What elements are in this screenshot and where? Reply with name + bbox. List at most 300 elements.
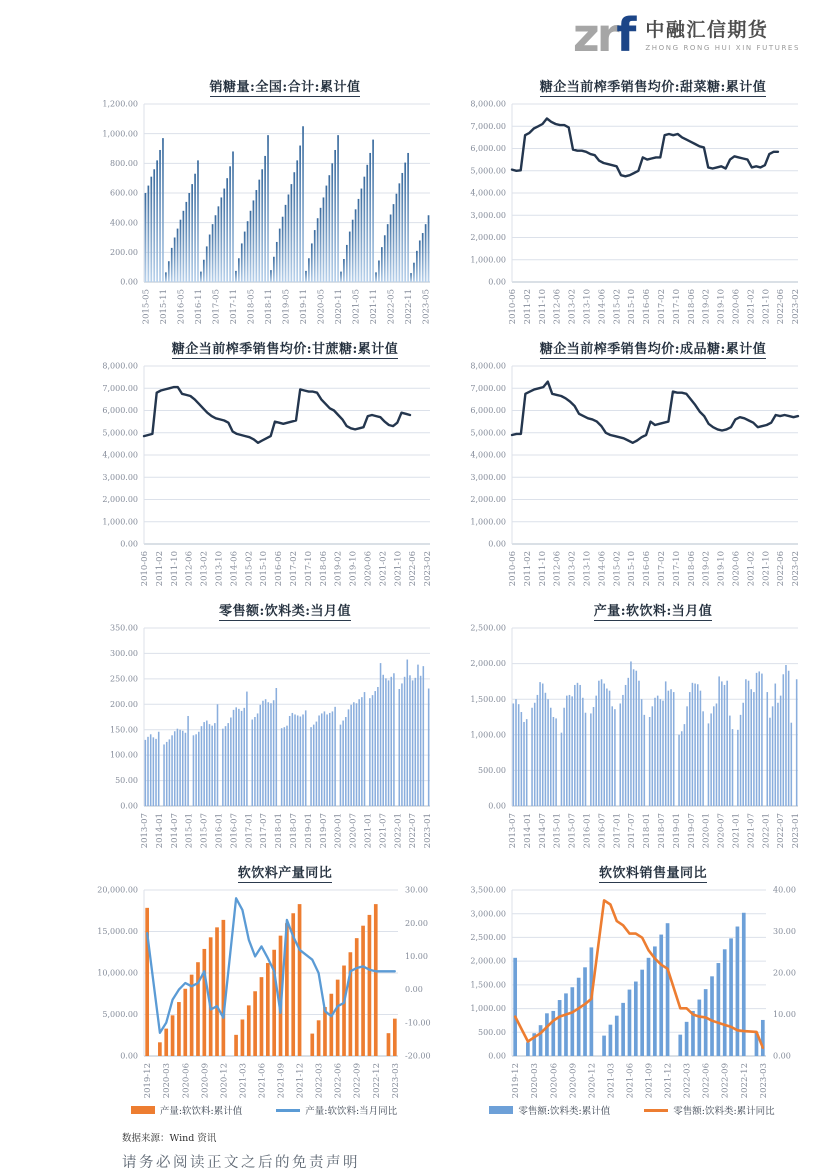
svg-text:2022-03: 2022-03: [314, 1063, 325, 1099]
chart-title-text: 软饮料产量同比: [237, 866, 333, 881]
chart-title: [86, 76, 442, 96]
svg-text:2022-09: 2022-09: [720, 1063, 731, 1099]
bars: [145, 126, 430, 282]
svg-text:2011-10: 2011-10: [169, 551, 180, 587]
svg-text:2022-06: 2022-06: [701, 1063, 712, 1099]
svg-text:2022-07: 2022-07: [776, 813, 787, 849]
svg-text:2018-01: 2018-01: [642, 813, 653, 849]
svg-text:2011-10: 2011-10: [537, 551, 548, 587]
svg-text:2022-06: 2022-06: [776, 289, 787, 325]
svg-text:2020-03: 2020-03: [530, 1063, 541, 1099]
svg-text:4,000.00: 4,000.00: [470, 450, 506, 460]
svg-text:2016-06: 2016-06: [642, 551, 653, 587]
svg-text:2016-01: 2016-01: [582, 813, 593, 849]
svg-text:0.00: 0.00: [120, 539, 138, 549]
svg-text:2022-06: 2022-06: [333, 1063, 344, 1099]
page-footer: [122, 1130, 826, 1172]
svg-text:10.00: 10.00: [405, 952, 428, 961]
legend-label: 产量:软饮料:累计值: [159, 1106, 243, 1117]
svg-text:3,000.00: 3,000.00: [470, 472, 506, 482]
svg-text:200.00: 200.00: [110, 247, 138, 257]
svg-text:2016-06: 2016-06: [642, 289, 653, 325]
svg-text:2020-06: 2020-06: [731, 551, 742, 587]
svg-text:0.00: 0.00: [120, 1051, 138, 1061]
svg-text:4,000.00: 4,000.00: [470, 188, 506, 198]
svg-text:2019-07: 2019-07: [686, 813, 697, 849]
svg-text:2013-02: 2013-02: [199, 551, 210, 587]
svg-text:2021-12: 2021-12: [295, 1063, 306, 1099]
svg-text:2017-02: 2017-02: [289, 551, 300, 587]
svg-text:8,000.00: 8,000.00: [470, 99, 506, 109]
svg-text:2,000.00: 2,000.00: [470, 233, 506, 243]
svg-text:2019-11: 2019-11: [299, 289, 310, 325]
svg-text:400.00: 400.00: [110, 218, 138, 228]
y-axis-right-labels: [405, 886, 431, 1061]
svg-text:2023-02: 2023-02: [791, 551, 802, 587]
svg-text:2015-01: 2015-01: [184, 813, 195, 849]
x-axis-labels: [508, 813, 801, 848]
svg-text:2020-05: 2020-05: [316, 289, 327, 325]
svg-text:2017-07: 2017-07: [259, 813, 270, 849]
chart-title: [454, 338, 810, 358]
svg-text:2011-02: 2011-02: [154, 551, 165, 587]
chart-beet-sugar-avg-price: [454, 76, 810, 334]
disclaimer-text: 请务必阅读正文之后的免责声明: [122, 1155, 360, 1171]
svg-text:2022-03: 2022-03: [682, 1063, 693, 1099]
chart-title: [86, 600, 442, 620]
gridlines: [512, 366, 798, 522]
svg-text:20.00: 20.00: [773, 968, 796, 978]
svg-text:1,500.00: 1,500.00: [470, 980, 506, 990]
svg-text:7,000.00: 7,000.00: [102, 383, 138, 393]
svg-text:2016-07: 2016-07: [229, 813, 240, 849]
logo-zr-text: zr: [572, 8, 617, 62]
legend-bar-swatch: [131, 1106, 155, 1114]
zrf-logo-mark: [572, 8, 634, 62]
svg-text:0.00: 0.00: [120, 801, 138, 811]
svg-text:3,000.00: 3,000.00: [470, 909, 506, 919]
svg-text:2018-06: 2018-06: [318, 551, 329, 587]
x-axis-labels: [140, 813, 433, 848]
y-axis-labels: [102, 362, 138, 549]
svg-text:2019-02: 2019-02: [701, 289, 712, 325]
y-axis-labels: [470, 624, 506, 811]
svg-text:2014-07: 2014-07: [169, 813, 180, 849]
chart-title-text: 软饮料销售量同比: [598, 866, 707, 881]
svg-text:6,000.00: 6,000.00: [470, 144, 506, 154]
svg-text:4,000.00: 4,000.00: [102, 450, 138, 460]
svg-text:20,000.00: 20,000.00: [97, 885, 138, 895]
company-names: [645, 19, 800, 52]
svg-text:30.00: 30.00: [773, 927, 796, 937]
chart-soft-drink-sales-yoy: [454, 862, 810, 1120]
svg-text:1,000.00: 1,000.00: [470, 255, 506, 265]
svg-text:600.00: 600.00: [110, 188, 138, 198]
svg-text:2023-02: 2023-02: [423, 551, 434, 587]
page-header: [0, 0, 826, 76]
chart-sugar-sales-volume: [86, 76, 442, 334]
svg-text:2010-06: 2010-06: [140, 551, 150, 587]
svg-text:2019-10: 2019-10: [348, 551, 359, 587]
svg-text:2019-10: 2019-10: [716, 551, 727, 587]
svg-text:2017-02: 2017-02: [657, 551, 668, 587]
svg-text:2021-02: 2021-02: [378, 551, 389, 587]
svg-text:2015-07: 2015-07: [199, 813, 210, 849]
svg-text:2022-09: 2022-09: [352, 1063, 363, 1099]
svg-text:2019-07: 2019-07: [318, 813, 329, 849]
svg-text:2022-01: 2022-01: [761, 813, 772, 849]
y-axis-labels: [110, 624, 138, 811]
svg-text:350.00: 350.00: [110, 623, 138, 633]
chart-title-text: 产量:软饮料:当月值: [593, 604, 713, 619]
svg-text:2015-07: 2015-07: [567, 813, 578, 849]
svg-text:2018-11: 2018-11: [264, 289, 275, 325]
svg-text:2018-05: 2018-05: [246, 289, 257, 325]
chart-legend: [454, 1100, 810, 1120]
svg-text:2016-11: 2016-11: [193, 289, 204, 325]
svg-text:2021-11: 2021-11: [369, 289, 380, 325]
svg-text:1,000.00: 1,000.00: [102, 129, 138, 139]
chart-title: [454, 862, 810, 882]
bars: [513, 661, 798, 806]
svg-text:2020-09: 2020-09: [568, 1063, 579, 1099]
svg-text:2023-01: 2023-01: [423, 813, 434, 849]
beet-sugar-price-canvas: [454, 96, 810, 334]
svg-text:2015-10: 2015-10: [259, 551, 270, 587]
svg-text:2011-02: 2011-02: [522, 551, 533, 587]
svg-text:2021-10: 2021-10: [393, 551, 404, 587]
svg-text:2015-02: 2015-02: [612, 289, 623, 325]
line-series: [144, 387, 410, 443]
x-axis-labels: [508, 289, 801, 324]
y-axis-labels: [470, 886, 506, 1061]
gridlines: [144, 890, 398, 1015]
company-name-cn: 中融汇信期货: [645, 18, 769, 41]
svg-text:2019-12: 2019-12: [511, 1063, 522, 1099]
svg-text:2021-07: 2021-07: [746, 813, 757, 849]
svg-text:2,000.00: 2,000.00: [470, 956, 506, 966]
svg-text:2022-12: 2022-12: [739, 1063, 750, 1099]
svg-text:1,000.00: 1,000.00: [102, 517, 138, 527]
svg-text:2020-09: 2020-09: [200, 1063, 211, 1099]
x-axis-labels: [508, 551, 801, 586]
svg-text:2016-07: 2016-07: [597, 813, 608, 849]
svg-text:2020-01: 2020-01: [333, 813, 344, 849]
svg-text:3,000.00: 3,000.00: [470, 210, 506, 220]
svg-text:2015-01: 2015-01: [552, 813, 563, 849]
svg-text:2023-03: 2023-03: [758, 1063, 769, 1099]
svg-text:0.00: 0.00: [405, 985, 423, 995]
svg-text:2020-07: 2020-07: [348, 813, 359, 849]
svg-text:2023-01: 2023-01: [791, 813, 802, 849]
svg-text:500.00: 500.00: [478, 766, 506, 775]
svg-text:2015-02: 2015-02: [612, 551, 623, 587]
chart-legend: [86, 1100, 442, 1120]
finished-sugar-price-canvas: [454, 358, 810, 596]
svg-text:2020-06: 2020-06: [731, 289, 742, 325]
svg-text:2022-11: 2022-11: [404, 289, 415, 325]
svg-text:1,000.00: 1,000.00: [470, 730, 506, 740]
svg-text:2013-10: 2013-10: [582, 551, 593, 587]
soft-drink-output-canvas: [454, 620, 810, 858]
legend-item: [131, 1103, 242, 1117]
company-logo: [572, 8, 800, 62]
svg-text:2021-06: 2021-06: [625, 1063, 636, 1099]
svg-text:2021-07: 2021-07: [378, 813, 389, 849]
chart-cane-sugar-avg-price: [86, 338, 442, 596]
svg-text:2018-07: 2018-07: [289, 813, 300, 849]
svg-text:2020-03: 2020-03: [162, 1063, 173, 1099]
svg-text:2,500.00: 2,500.00: [470, 933, 506, 943]
svg-text:2015-10: 2015-10: [627, 551, 638, 587]
svg-text:2017-07: 2017-07: [627, 813, 638, 849]
svg-text:2019-02: 2019-02: [701, 551, 712, 587]
chart-title-text: 销糖量:全国:合计:累计值: [209, 80, 361, 95]
svg-text:200.00: 200.00: [110, 699, 138, 709]
svg-text:2014-01: 2014-01: [522, 813, 533, 849]
legend-line-swatch: [644, 1109, 668, 1112]
svg-text:2021-02: 2021-02: [746, 289, 757, 325]
svg-text:2021-01: 2021-01: [731, 813, 742, 849]
svg-text:2010-06: 2010-06: [508, 289, 518, 325]
svg-text:2013-07: 2013-07: [508, 813, 518, 849]
svg-text:2021-05: 2021-05: [351, 289, 362, 325]
svg-text:2019-01: 2019-01: [671, 813, 682, 849]
svg-text:2022-07: 2022-07: [408, 813, 419, 849]
svg-text:0.00: 0.00: [488, 1051, 506, 1061]
legend-bar-swatch: [489, 1106, 513, 1114]
chart-soft-drink-output-monthly: [454, 600, 810, 858]
svg-text:2017-05: 2017-05: [211, 289, 222, 325]
svg-text:1,200.00: 1,200.00: [102, 99, 138, 109]
svg-text:5,000.00: 5,000.00: [102, 1010, 138, 1020]
svg-text:2020-07: 2020-07: [716, 813, 727, 849]
svg-text:2,000.00: 2,000.00: [470, 659, 506, 669]
svg-text:2014-06: 2014-06: [229, 551, 240, 587]
soft-drink-sales-yoy-canvas: [454, 882, 810, 1108]
svg-text:2013-10: 2013-10: [582, 289, 593, 325]
svg-text:-20.00: -20.00: [405, 1051, 431, 1061]
legend-item: [644, 1103, 774, 1117]
svg-text:2015-05: 2015-05: [141, 289, 152, 325]
svg-text:2011-02: 2011-02: [522, 289, 533, 325]
chart-finished-sugar-avg-price: [454, 338, 810, 596]
chart-grid: [0, 76, 826, 1120]
svg-text:2021-10: 2021-10: [761, 551, 772, 587]
svg-text:2022-06: 2022-06: [776, 551, 787, 587]
svg-text:2017-10: 2017-10: [303, 551, 314, 587]
y-axis-labels: [97, 886, 138, 1061]
svg-text:2022-12: 2022-12: [371, 1063, 382, 1099]
gridlines: [512, 104, 798, 260]
soft-drink-output-yoy-canvas: [86, 882, 442, 1108]
svg-text:10,000.00: 10,000.00: [97, 968, 138, 978]
y-axis-labels: [470, 362, 506, 549]
line-series: [512, 382, 798, 443]
svg-text:2013-07: 2013-07: [140, 813, 150, 849]
svg-text:2012-06: 2012-06: [552, 289, 563, 325]
svg-text:2020-06: 2020-06: [363, 551, 374, 587]
bars: [145, 904, 396, 1056]
svg-text:2017-10: 2017-10: [671, 289, 682, 325]
svg-text:800.00: 800.00: [110, 158, 138, 168]
legend-label: 零售额:饮料类:累计同比: [673, 1106, 775, 1117]
x-axis-labels: [141, 289, 431, 324]
svg-text:150.00: 150.00: [110, 725, 138, 735]
legend-label: 零售额:饮料类:累计值: [518, 1106, 611, 1117]
svg-text:5,000.00: 5,000.00: [470, 166, 506, 176]
svg-text:2013-10: 2013-10: [214, 551, 225, 587]
svg-text:2020-12: 2020-12: [219, 1063, 230, 1099]
svg-text:2,000.00: 2,000.00: [102, 495, 138, 505]
company-name-en: ZHONG RONG HUI XIN FUTURES: [645, 43, 800, 52]
svg-text:2020-06: 2020-06: [549, 1063, 560, 1099]
svg-text:0.00: 0.00: [120, 277, 138, 287]
y-axis-right-labels: [773, 886, 796, 1061]
svg-text:6,000.00: 6,000.00: [470, 406, 506, 416]
chart-beverage-retail-monthly: [86, 600, 442, 858]
svg-text:2023-03: 2023-03: [390, 1063, 401, 1099]
svg-text:2016-06: 2016-06: [274, 551, 285, 587]
gridlines: [512, 890, 766, 1032]
svg-text:2017-01: 2017-01: [612, 813, 623, 849]
svg-text:2021-10: 2021-10: [761, 289, 772, 325]
line-series: [512, 119, 778, 177]
svg-text:2021-01: 2021-01: [363, 813, 374, 849]
svg-text:2012-06: 2012-06: [184, 551, 195, 587]
svg-text:2018-01: 2018-01: [274, 813, 285, 849]
svg-text:2015-10: 2015-10: [627, 289, 638, 325]
legend-item: [489, 1103, 610, 1117]
svg-text:2011-10: 2011-10: [537, 289, 548, 325]
svg-text:1,000.00: 1,000.00: [470, 1004, 506, 1014]
chart-title: [454, 76, 810, 96]
svg-text:2017-02: 2017-02: [657, 289, 668, 325]
svg-text:2020-12: 2020-12: [587, 1063, 598, 1099]
svg-text:2019-02: 2019-02: [333, 551, 344, 587]
svg-text:2019-12: 2019-12: [143, 1063, 154, 1099]
svg-text:30.00: 30.00: [405, 885, 428, 895]
svg-text:1,000.00: 1,000.00: [470, 517, 506, 527]
svg-text:2023-05: 2023-05: [421, 289, 432, 325]
svg-text:2016-01: 2016-01: [214, 813, 225, 849]
chart-title-text: 糖企当前榨季销售均价:甜菜糖:累计值: [539, 80, 767, 95]
beverage-retail-canvas: [86, 620, 442, 858]
svg-text:5,000.00: 5,000.00: [102, 428, 138, 438]
y-axis-labels: [102, 100, 138, 287]
svg-text:2018-06: 2018-06: [686, 289, 697, 325]
svg-text:2018-06: 2018-06: [686, 551, 697, 587]
svg-text:0.00: 0.00: [488, 801, 506, 811]
svg-text:2014-07: 2014-07: [537, 813, 548, 849]
chart-soft-drink-output-yoy: [86, 862, 442, 1120]
svg-text:2014-06: 2014-06: [597, 289, 608, 325]
svg-text:2013-02: 2013-02: [567, 289, 578, 325]
svg-text:100.00: 100.00: [110, 750, 138, 760]
svg-text:2017-11: 2017-11: [229, 289, 240, 325]
svg-text:2020-11: 2020-11: [334, 289, 345, 325]
svg-text:0.00: 0.00: [488, 277, 506, 287]
svg-text:500.00: 500.00: [478, 1027, 506, 1037]
chart-title-text: 糖企当前榨季销售均价:甘蔗糖:累计值: [171, 342, 399, 357]
svg-text:7,000.00: 7,000.00: [470, 121, 506, 131]
svg-text:2019-01: 2019-01: [303, 813, 314, 849]
svg-text:15,000.00: 15,000.00: [97, 927, 138, 937]
svg-text:250.00: 250.00: [110, 674, 138, 684]
svg-text:7,000.00: 7,000.00: [470, 383, 506, 393]
svg-text:2,500.00: 2,500.00: [470, 623, 506, 633]
svg-text:2015-02: 2015-02: [244, 551, 255, 587]
svg-text:2019-05: 2019-05: [281, 289, 292, 325]
svg-text:2018-07: 2018-07: [657, 813, 668, 849]
svg-text:1,500.00: 1,500.00: [470, 694, 506, 704]
svg-text:2020-06: 2020-06: [181, 1063, 192, 1099]
svg-text:-10.00: -10.00: [405, 1018, 431, 1028]
bars: [145, 660, 430, 806]
svg-text:2017-10: 2017-10: [671, 551, 682, 587]
svg-text:2020-01: 2020-01: [701, 813, 712, 849]
x-axis-labels: [511, 1063, 769, 1098]
svg-text:0.00: 0.00: [773, 1051, 791, 1061]
svg-text:3,500.00: 3,500.00: [470, 885, 506, 895]
svg-text:2021-09: 2021-09: [644, 1063, 655, 1099]
y-axis-labels: [470, 100, 506, 287]
svg-text:300.00: 300.00: [110, 649, 138, 659]
chart-title-text: 零售额:饮料类:当月值: [218, 604, 352, 619]
svg-text:2021-12: 2021-12: [663, 1063, 674, 1099]
svg-text:8,000.00: 8,000.00: [470, 361, 506, 371]
chart-title: [454, 600, 810, 620]
chart-title-text: 糖企当前榨季销售均价:成品糖:累计值: [539, 342, 767, 357]
svg-text:2014-01: 2014-01: [154, 813, 165, 849]
sugar-sales-volume-canvas: [86, 96, 442, 334]
svg-text:2022-05: 2022-05: [386, 289, 397, 325]
svg-text:8,000.00: 8,000.00: [102, 361, 138, 371]
svg-text:50.00: 50.00: [115, 776, 138, 786]
svg-text:2010-06: 2010-06: [508, 551, 518, 587]
svg-text:2021-03: 2021-03: [606, 1063, 617, 1099]
gridlines: [144, 366, 430, 522]
svg-text:2019-10: 2019-10: [716, 289, 727, 325]
svg-text:2023-02: 2023-02: [791, 289, 802, 325]
svg-text:5,000.00: 5,000.00: [470, 428, 506, 438]
x-axis-labels: [140, 551, 433, 586]
svg-text:2021-09: 2021-09: [276, 1063, 287, 1099]
svg-text:0.00: 0.00: [488, 539, 506, 549]
svg-text:2022-06: 2022-06: [408, 551, 419, 587]
chart-title: [86, 338, 442, 358]
svg-text:2012-06: 2012-06: [552, 551, 563, 587]
svg-text:2022-01: 2022-01: [393, 813, 404, 849]
svg-text:40.00: 40.00: [773, 885, 796, 895]
svg-text:2016-05: 2016-05: [176, 289, 187, 325]
x-axis-labels: [143, 1063, 401, 1098]
legend-line-swatch: [276, 1109, 300, 1112]
svg-text:2021-06: 2021-06: [257, 1063, 268, 1099]
chart-title: [86, 862, 442, 882]
logo-f-text: f: [616, 8, 634, 62]
cane-sugar-price-canvas: [86, 358, 442, 596]
svg-text:2021-02: 2021-02: [746, 551, 757, 587]
legend-item: [276, 1103, 397, 1117]
data-source-note: 数据来源：Wind 资讯: [122, 1133, 217, 1144]
svg-text:3,000.00: 3,000.00: [102, 472, 138, 482]
svg-text:2017-01: 2017-01: [244, 813, 255, 849]
svg-text:2,000.00: 2,000.00: [470, 495, 506, 505]
svg-text:2013-02: 2013-02: [567, 551, 578, 587]
svg-text:10.00: 10.00: [773, 1010, 796, 1020]
svg-text:2015-11: 2015-11: [158, 289, 169, 325]
